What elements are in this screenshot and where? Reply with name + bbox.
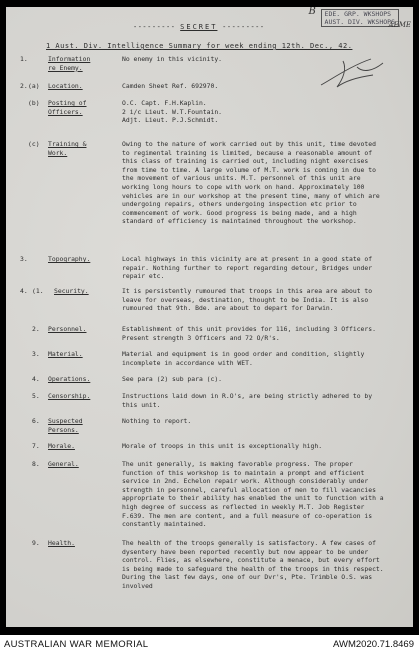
document-title: 1 Aust. Div. Intelligence Summary for week ending 12th. Dec., 42. bbox=[46, 42, 353, 50]
stamp-line-2: AUST. DIV. WKSHOPS bbox=[324, 18, 395, 26]
item-heading: Material. bbox=[48, 350, 83, 358]
item-text: No enemy in this vicinity. bbox=[122, 55, 223, 63]
item-heading: Location. bbox=[48, 82, 83, 90]
item-subnumber: (a) bbox=[28, 82, 40, 90]
item-subnumber: (c) bbox=[28, 140, 40, 148]
item-heading: Posting of Officers. bbox=[48, 99, 87, 116]
item-number: 2. bbox=[32, 325, 40, 333]
item-number: 5. bbox=[32, 392, 40, 400]
item-text: Instructions laid down in R.O's, are being strictly adhered to by this unit. bbox=[122, 392, 373, 409]
item-text: O.C. Capt. F.H.Kaplin. 2 i/c Lieut. W.T.Fountain. Adjt. Lieut. P.J.Schmidt. bbox=[122, 99, 223, 125]
item-number: 4. bbox=[32, 375, 40, 383]
document-page bbox=[6, 7, 413, 627]
item-heading: Health. bbox=[48, 539, 75, 547]
footer-bar bbox=[0, 635, 419, 653]
item-heading: General. bbox=[48, 460, 79, 468]
item-number: 3. bbox=[32, 350, 40, 358]
stamp-line-1: EDE. GRP. WKSHOPS bbox=[324, 10, 392, 18]
item-heading: Censorship. bbox=[48, 392, 91, 400]
item-text: Material and equipment is in good order and condition, slightly incomplete in accordance with WET. bbox=[122, 350, 365, 367]
item-subnumber: (1. bbox=[32, 287, 44, 295]
item-text: The health of the troops generally is satisfactory. A few cases of dysentery have been reported recently but now appear to be under control. Flies, as elsewhere, constitute a menace, but every effort is being made to safeguard the health of the troops in this respect. During the last few days, one of our Dvr's, Pte. Trimble O.S. was involved bbox=[122, 539, 384, 590]
item-number: 1. bbox=[20, 55, 28, 63]
unit-stamp bbox=[308, 7, 411, 29]
item-heading: Morale. bbox=[48, 442, 75, 450]
item-text: Establishment of this unit provides for 116, including 3 Officers. Present strength 3 Officers and 72 O/R's. bbox=[122, 325, 376, 342]
item-text: Camden Sheet Ref. 692970. bbox=[122, 82, 219, 90]
item-number: 7. bbox=[32, 442, 40, 450]
item-text: Nothing to report. bbox=[122, 417, 192, 425]
item-subnumber: (b) bbox=[28, 99, 40, 107]
item-text: The unit generally, is making favorable progress. The proper function of this workshop is to maintain a prompt and efficient service in 2nd. Echelon repair work. Although considerably under strength in personnel, careful allocation of men to fill vacancies appropriate to their ability has enabled the unit to function with a high degree of success as reflected in weekly M.T. Job Register F.639. The men are content, and a full measure of co-operation is constantly maintained. bbox=[122, 460, 384, 529]
item-heading: Training & Work. bbox=[48, 140, 87, 157]
item-heading: Security. bbox=[54, 287, 89, 295]
item-number: 3. bbox=[20, 255, 28, 263]
stamp-handwritten: AEME bbox=[388, 21, 411, 29]
item-text: See para (2) sub para (c). bbox=[122, 375, 223, 383]
item-number: 2. bbox=[20, 82, 28, 90]
item-heading: Operations. bbox=[48, 375, 91, 383]
stamp-box bbox=[321, 9, 399, 27]
item-text: Owing to the nature of work carried out by this unit, time devoted to regimental training is limited, because a reasonable amount of this class of training is carried out, including night exercises from time to time. A large volume of M.T. work is coming in due to the movement of various units. M.T. personnel of this unit are working long hours to cope with work on hand. Approximately 100 vehicles are in our workshop at the present time, many of which are undergoing repairs, others undergoing inspection etc prior to commencement of work. Good progress is being made, and a high standard of efficiency is maintained throughout the workshop. bbox=[122, 140, 380, 226]
item-number: 9. bbox=[32, 539, 40, 547]
item-heading: Information re Enemy. bbox=[48, 55, 91, 72]
footer-accession-number: AWM2020.71.8469 bbox=[333, 639, 414, 650]
item-number: 6. bbox=[32, 417, 40, 425]
item-text: Local highways in this vicinity are at present in a good state of repair. Nothing further to report regarding detour, Bridges under repair etc. bbox=[122, 255, 373, 281]
item-heading: Topography. bbox=[48, 255, 91, 263]
item-number: 4. bbox=[20, 287, 28, 295]
footer-credit: AUSTRALIAN WAR MEMORIAL bbox=[4, 639, 149, 650]
item-number: 8. bbox=[32, 460, 40, 468]
item-text: Morale of troops in this unit is exceptionally high. bbox=[122, 442, 323, 450]
classification: --------- SECRET --------- bbox=[133, 23, 265, 31]
item-heading: Personnel. bbox=[48, 325, 87, 333]
item-text: It is persistently rumoured that troops in this area are about to leave for overseas, destination, thought to be India. It is also rumoured that 9th. Bde. are about to depart for Darwin. bbox=[122, 287, 373, 313]
item-heading: Suspected Persons. bbox=[48, 417, 83, 434]
stamp-initial: B bbox=[308, 7, 316, 17]
